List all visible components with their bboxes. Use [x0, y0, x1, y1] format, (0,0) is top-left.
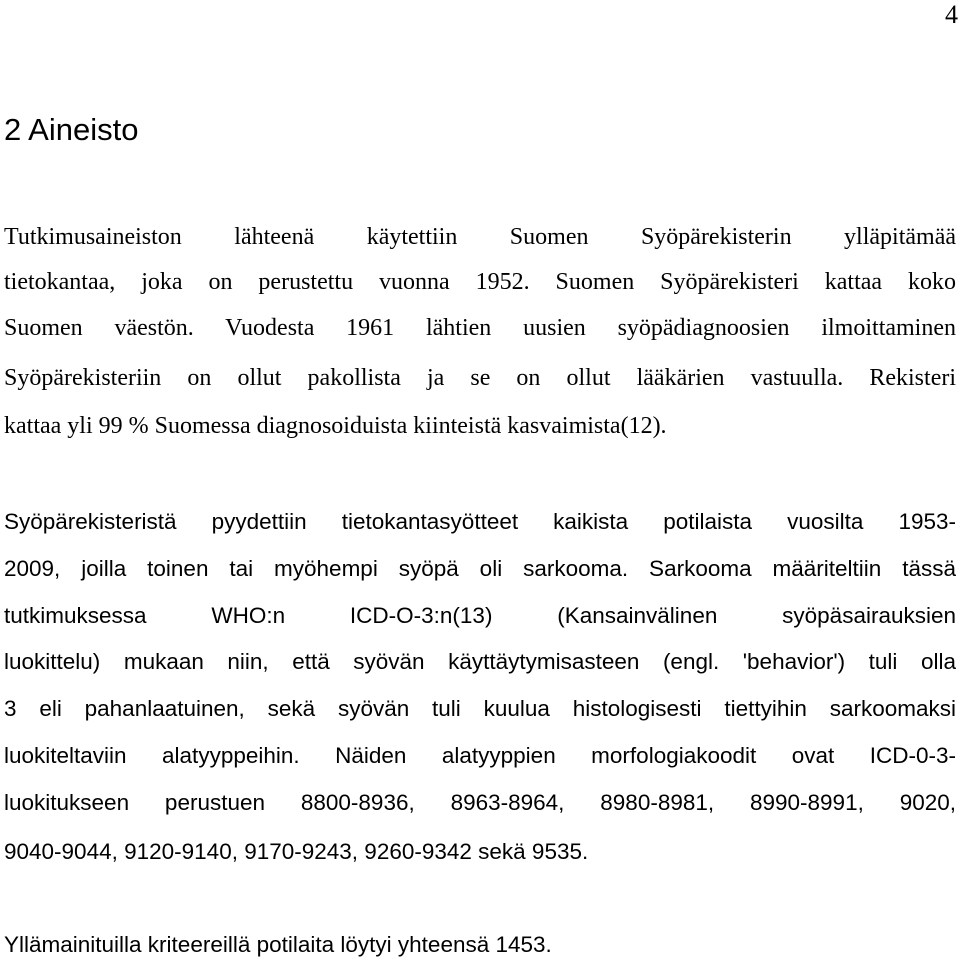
text-line: 2009, joilla toinen tai myöhempi syöpä oli sarkooma. Sarkooma määriteltiin tässä — [4, 556, 956, 581]
text-line: Yllämainituilla kriteereillä potilaita löytyi yhteensä 1453. — [4, 932, 552, 957]
text-line: kattaa yli 99 % Suomessa diagnosoiduista kiinteistä kasvaimista(12). — [4, 413, 667, 439]
page-number: 4 — [945, 0, 958, 29]
text-line: Syöpärekisteriin on ollut pakollista ja se on ollut lääkärien vastuulla. Rekisteri — [4, 365, 956, 391]
text-line: luokitukseen perustuen 8800-8936, 8963-8964, 8980-8981, 8990-8991, 9020, — [4, 790, 956, 815]
text-line: luokittelu) mukaan niin, että syövän käyttäytymisasteen (engl. 'behavior') tuli olla — [4, 649, 956, 674]
text-line: Tutkimusaineiston lähteenä käytettiin Suomen Syöpärekisterin ylläpitämää — [4, 224, 956, 250]
section-heading: 2 Aineisto — [4, 112, 139, 147]
text-line: 9040-9044, 9120-9140, 9170-9243, 9260-9342 sekä 9535. — [4, 839, 589, 864]
text-line: luokiteltaviin alatyyppeihin. Näiden alatyyppien morfologiakoodit ovat ICD-0-3- — [4, 743, 956, 768]
text-line: Suomen väestön. Vuodesta 1961 lähtien uusien syöpädiagnoosien ilmoittaminen — [4, 315, 956, 341]
text-line: tutkimuksessa WHO:n ICD-O-3:n(13) (Kansainvälinen syöpäsairauksien — [4, 603, 956, 628]
text-line: tietokantaa, joka on perustettu vuonna 1952. Suomen Syöpärekisteri kattaa koko — [4, 269, 956, 295]
text-line: 3 eli pahanlaatuinen, sekä syövän tuli kuulua histologisesti tiettyihin sarkoomaksi — [4, 696, 956, 721]
text-line: Syöpärekisteristä pyydettiin tietokantasyötteet kaikista potilaista vuosilta 1953- — [4, 509, 956, 534]
